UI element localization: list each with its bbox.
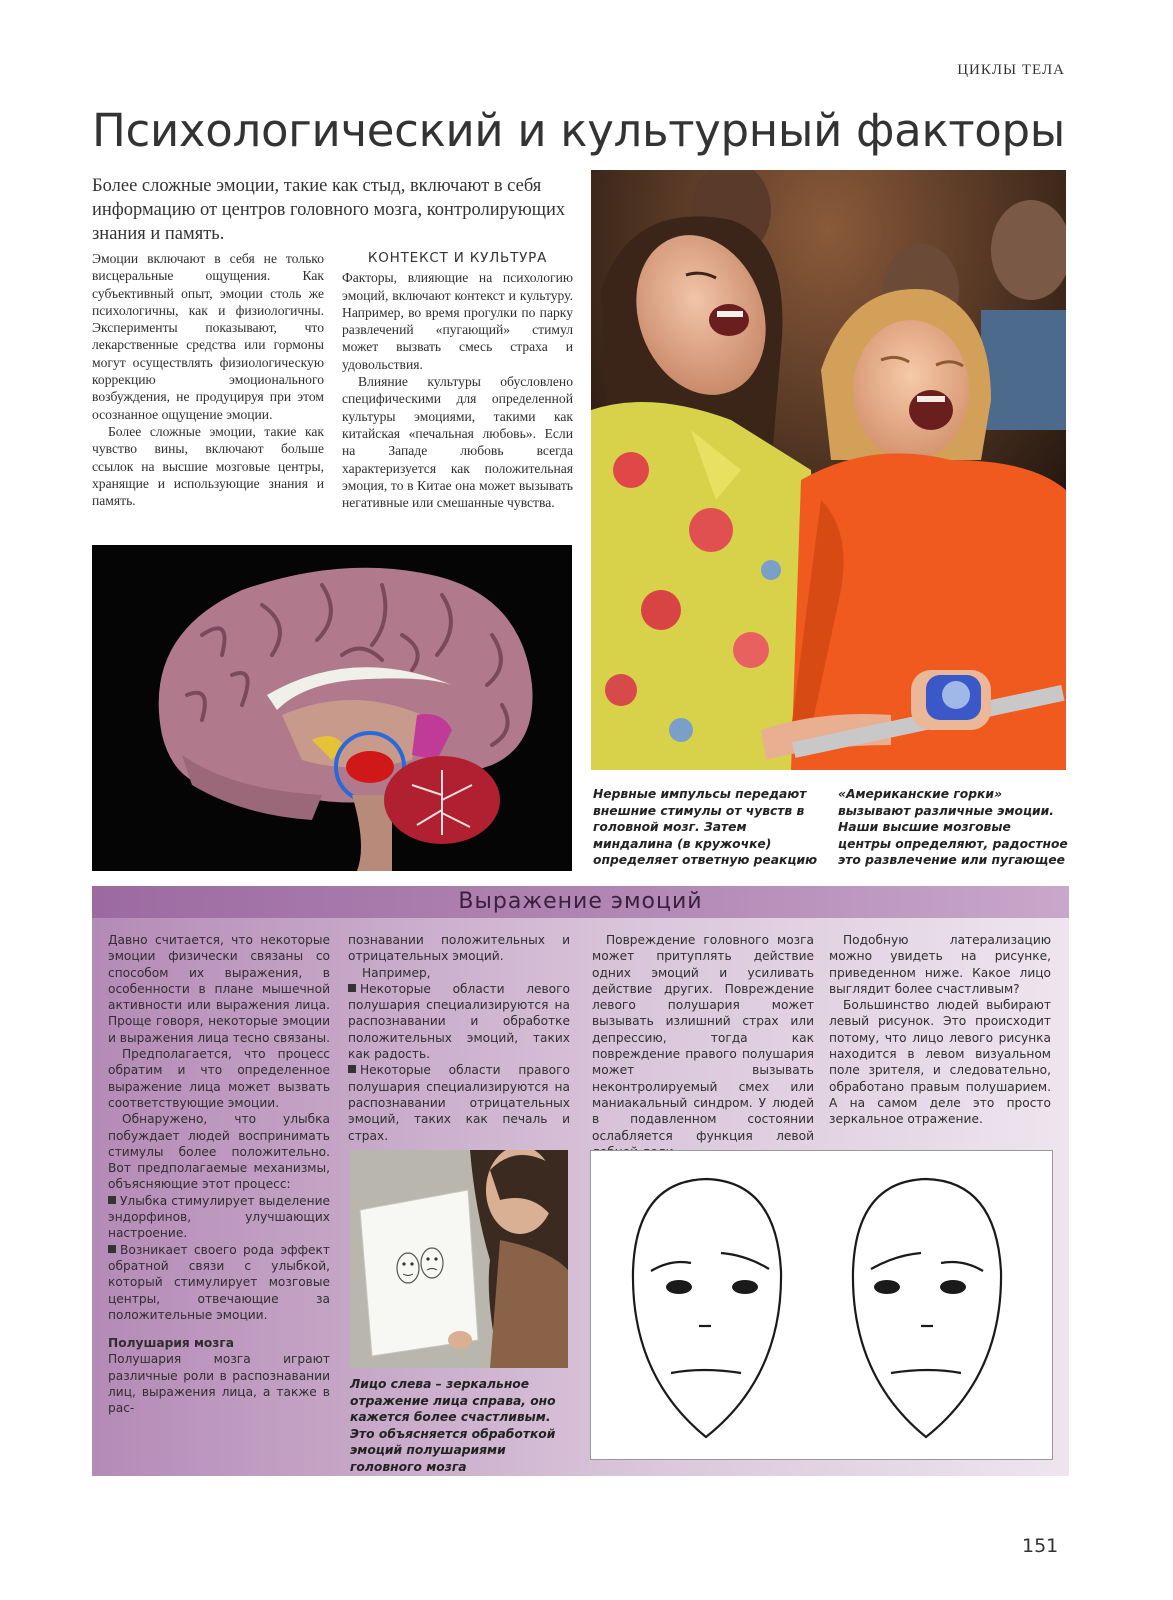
box-c1-paragraph-3: Обнаружено, что улыбка побуждает людей воспринимать стимулы более положительно. Вот предполагаемые механизмы, объясняющие этот процесс: (108, 1112, 330, 1192)
left-face-drawing (633, 1179, 781, 1437)
box-column-1 (108, 932, 330, 1417)
box-c3-paragraph-1: Повреждение головного мозга может притуплять действие одних эмоций и усиливать действие других. Повреждение левого полушария может вызывать излишний страх или депрессию, тогда как повреждение правого полушария может вызывать неконтролируемый смех или маниакальный синдром. У людей в подавленном состоянии ослабляется функция левой (592, 933, 814, 1143)
page-title: Психологический и культурный факторы (92, 104, 1065, 157)
running-head: ЦИКЛЫ ТЕЛА (957, 62, 1065, 78)
box-c1-paragraph-4: Полушария мозга играют различные роли в распознавании лиц, выражения лица, а также в рас- (108, 1352, 330, 1416)
box-column-3 (592, 932, 814, 1160)
box-c2-bullet-1 (348, 981, 570, 1062)
box-c1-paragraph-1: Давно считается, что некоторые эмоции физически связаны со способом их выражения, в особенности в плане мышечной активности или выражения лица. Проще говоря, некоторые эмоции и выражения лица тесно связаны. (108, 933, 330, 1045)
face-test-caption: Лицо слева – зеркальное отражение лица справа, оно кажется более счастливым. Это объясняется обработкой эмоций полушариями головного мозга (350, 1377, 556, 1474)
hemispheres-subhead: Полушария мозга (108, 1336, 234, 1351)
lead-paragraph: Более сложные эмоции, такие как стыд, включают в себя информацию от центров головного мозга, контролирующих знания и память. (92, 176, 566, 244)
roller-coaster-photo (591, 170, 1066, 770)
text-column-2 (342, 250, 573, 511)
bullet-text: Некоторые области правого полушария специализируются на распознавании отрицательных эмоций, таких как печаль и страх. (348, 1063, 570, 1143)
box-c4-paragraph-2: Большинство людей выбирают левый рисунок. Это происходит потому, что лицо левого рисунка находится в левом визуальном поле зрителя, и следовательно, обработано правым полушарием. А на самом деле это просто зеркальное отражение. (829, 998, 1051, 1127)
col1-paragraph-2: Более сложные эмоции, такие как чувство вины, включают больше ссылок на высшие мозговые центры, хранящие и использующие знания и память. (92, 423, 324, 509)
bullet-square-icon (348, 984, 356, 992)
col2-paragraph-1: Факторы, влияющие на психологию эмоций, включают контекст и культуру. Например, во время прогулки по парку развлечений «пугающий» стимул может вызвать смесь страха и удовольствия. (342, 270, 573, 372)
brain-caption: Нервные импульсы передают внешние стимулы от чувств в головной мозг. Затем миндалина (в кружочке) определяет ответную реакцию (593, 787, 818, 867)
page-number: 151 (1022, 1535, 1059, 1557)
bullet-square-icon (348, 1065, 356, 1073)
bullet-square-icon (108, 1196, 116, 1204)
section-subhead: КОНТЕКСТ И КУЛЬТУРА (367, 250, 548, 266)
box-c1-bullet-2 (108, 1242, 330, 1323)
box-c1-paragraph-2: Предполагается, что процесс обратим и что определенное выражение лица может вызвать соответствующие эмоции. (108, 1047, 330, 1110)
bullet-text: Улыбка стимулирует выделение эндорфинов, улучшающих настроение. (108, 1193, 330, 1241)
right-face-drawing (853, 1179, 1001, 1437)
box-c2-paragraph-1: познавании положительных и отрицательных эмоций. (348, 933, 570, 964)
emotion-expression-box (92, 886, 1069, 1476)
brain-model-photo (92, 545, 572, 871)
box-c2-paragraph-2: Например, (362, 965, 431, 980)
box-column-4 (829, 932, 1051, 1128)
box-c2-bullet-2 (348, 1062, 570, 1143)
bullet-text: Возникает своего рода эффект обратной связи с улыбкой, который стимулирует мозговые центры, отвечающие за положительные эмоции. (108, 1242, 330, 1322)
col2-paragraph-2: Влияние культуры обусловлено специфическими для определенной культуры эмоциями, такими как китайская «печальная любовь». Если на Западе любовь всегда характеризуется как положительная эмоция, то в Китае она может вызывать негативные или смешанные чувства. (342, 374, 573, 511)
bullet-text: Некоторые области левого полушария специализируются на распознавании и обработке положительных эмоций, таких как радость. (348, 981, 570, 1062)
bullet-square-icon (108, 1245, 116, 1253)
box-c4-paragraph-1: Подобную латерализацию можно увидеть на рисунке, приведенном ниже. Какое лицо выглядит более счастливым? (829, 933, 1051, 996)
text-column-1 (92, 250, 324, 509)
col1-paragraph-1: Эмоции включают в себя не только висцеральные ощущения. Как субъективный опыт, эмоции столь же психологичны, как и физиологичны. Эксперименты показывают, что лекарственные средства или гормоны могут осуществлять физиологическую коррекцию эмоционального возбуждения, не продуцируя при этом осознанное ощущение эмоции. (92, 251, 324, 422)
box-c1-bullet-1 (108, 1193, 330, 1242)
box-column-2 (348, 932, 570, 1144)
faces-illustration (590, 1150, 1053, 1460)
coaster-caption: «Американские горки» вызывают различные эмоции. Наши высшие мозговые центры определяют, радостное это развлечение или пугающее (838, 787, 1068, 867)
box-title: Выражение эмоций (92, 886, 1069, 918)
face-test-photo (350, 1150, 568, 1368)
